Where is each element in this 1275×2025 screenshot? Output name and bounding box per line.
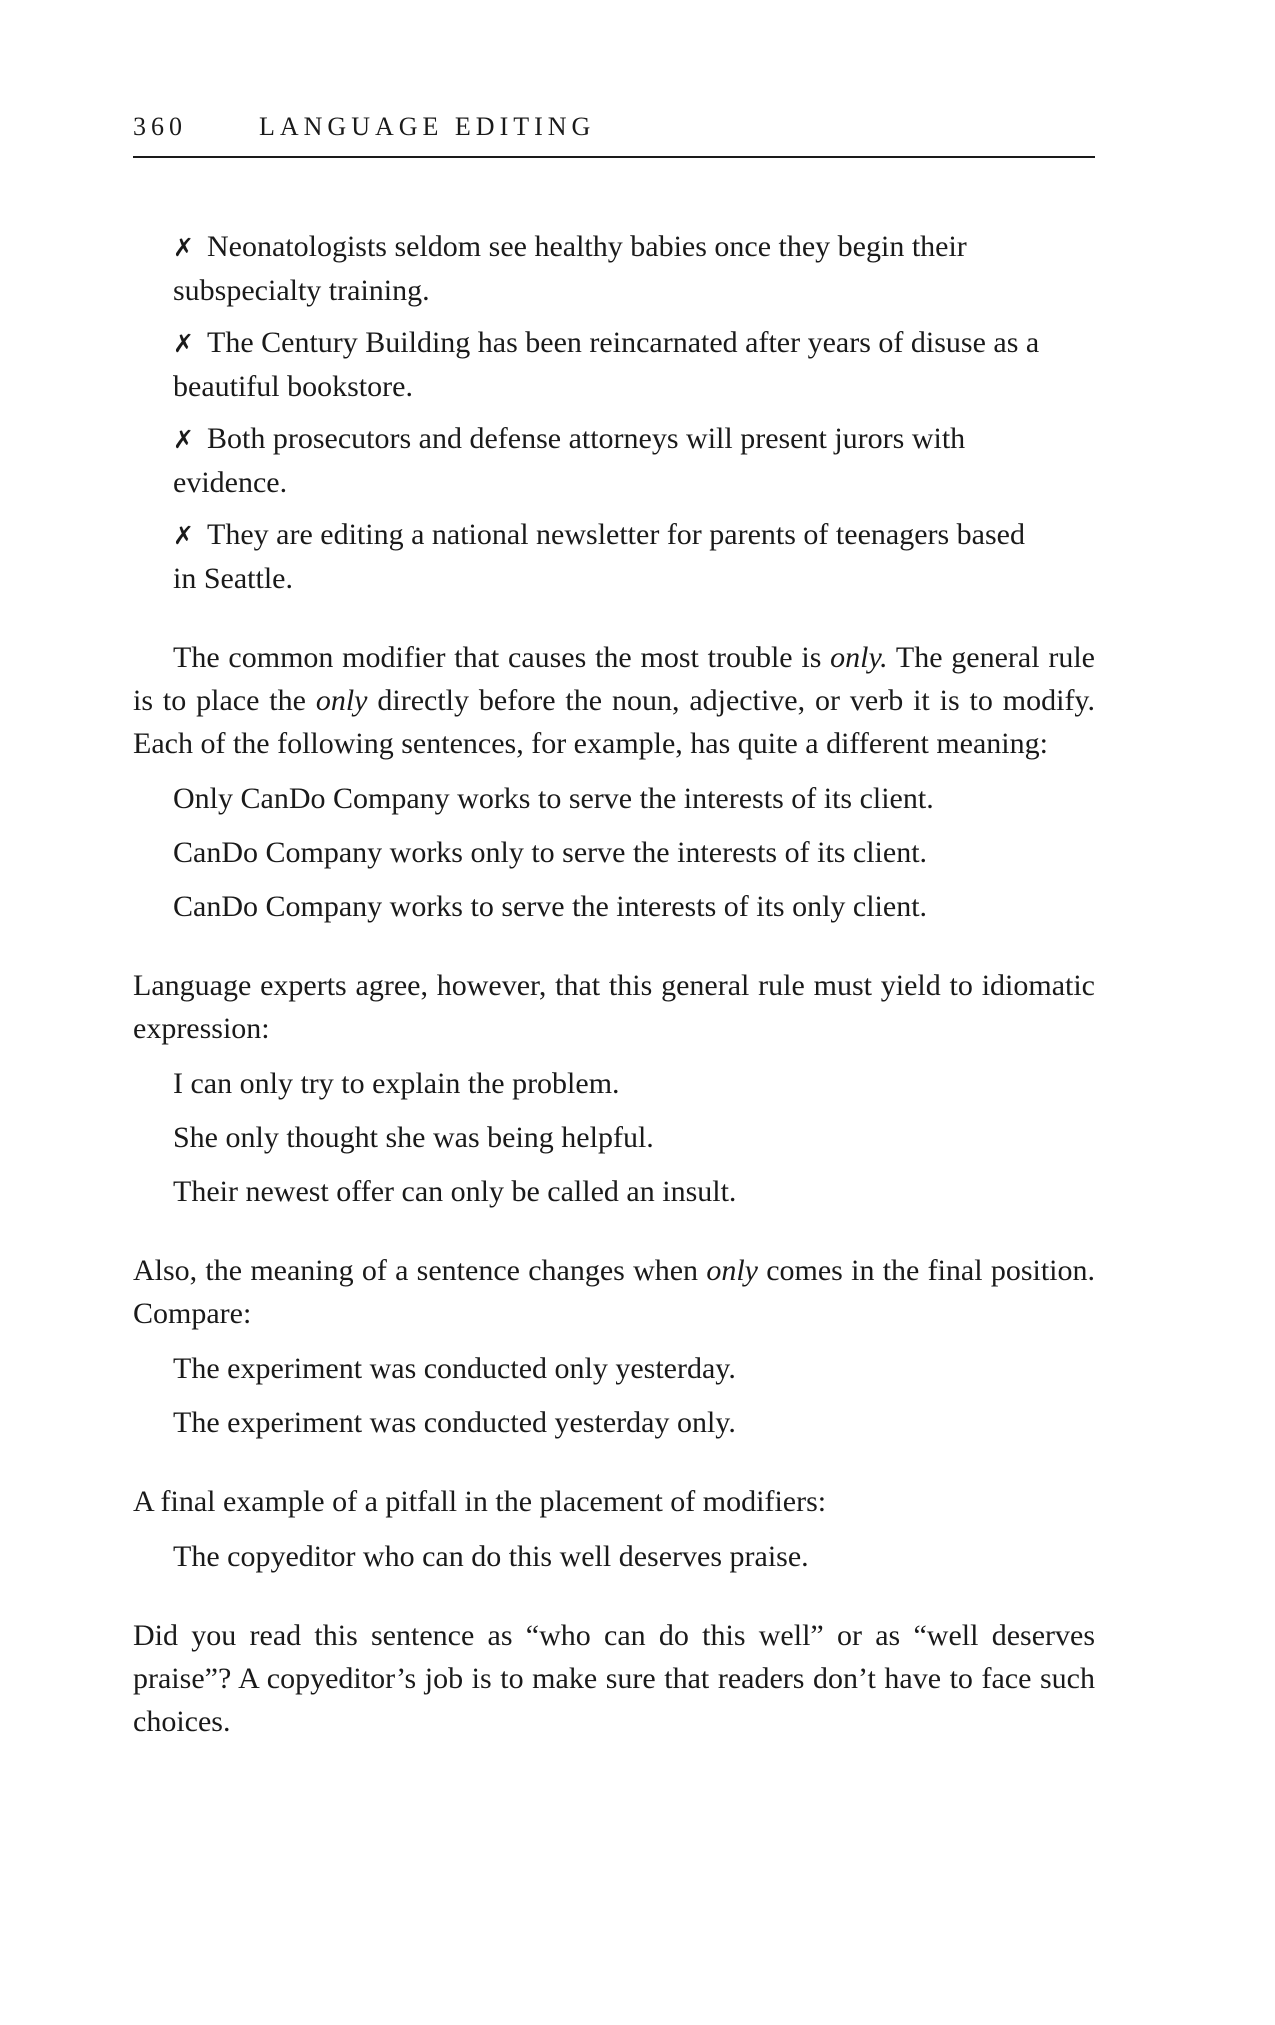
pitfall-example: [173, 1535, 1095, 1578]
emphasis-only: only: [706, 1254, 758, 1287]
example-sentence: CanDo Company works to serve the interests of its only client.: [173, 890, 928, 923]
incorrect-example: [173, 321, 1053, 408]
page-number: 360: [133, 112, 187, 141]
paragraph-final-position: Also, the meaning of a sentence changes when only comes in the final position. Compare:: [133, 1254, 1095, 1330]
incorrect-example: [173, 513, 1053, 600]
running-head: [133, 112, 1095, 158]
example-sentence: Their newest offer can only be called an insult.: [173, 1175, 737, 1208]
emphasis-only: only: [315, 684, 368, 717]
final-position-examples: [173, 1347, 1095, 1444]
example-sentence: The experiment was conducted only yesterday.: [173, 1352, 736, 1385]
example-sentence: I can only try to explain the problem.: [173, 1067, 620, 1100]
example-sentence: CanDo Company works only to serve the interests of its client.: [173, 836, 928, 869]
incorrect-example: [173, 225, 1053, 312]
incorrect-example-text: They are editing a national newsletter for parents of teenagers based in Seattle.: [173, 518, 1025, 595]
incorrect-examples-list: [173, 225, 1053, 600]
incorrect-example-text: Neonatologists seldom see healthy babies once they begin their subspecialty training.: [173, 230, 967, 307]
x-mark-icon: ✗: [173, 329, 194, 358]
incorrect-example: [173, 417, 1053, 504]
emphasis-only: only.: [830, 641, 888, 674]
idiomatic-examples: [173, 1062, 1095, 1213]
example-sentence: Only CanDo Company works to serve the interests of its client.: [173, 782, 934, 815]
only-placement-examples: [173, 777, 1095, 928]
paragraph-idiomatic: Language experts agree, however, that this general rule must yield to idiomatic expression:: [133, 969, 1095, 1045]
incorrect-example-text: The Century Building has been reincarnated after years of disuse as a beautiful bookstore.: [173, 326, 1040, 403]
incorrect-example-text: Both prosecutors and defense attorneys will present jurors with evidence.: [173, 422, 966, 499]
x-mark-icon: ✗: [173, 233, 194, 262]
paragraph-only-rule: The common modifier that causes the most trouble is only. The general rule is to place the only directly before the noun, adjective, or verb it is to modify. Each of the following sentences, for example, has quite a different meaning:: [133, 641, 1095, 760]
paragraph-conclusion: Did you read this sentence as “who can do this well” or as “well deserves praise”? A copyeditor’s job is to make sure that readers don’t have to face such choices.: [133, 1619, 1095, 1738]
example-sentence: She only thought she was being helpful.: [173, 1121, 654, 1154]
x-mark-icon: ✗: [173, 425, 194, 454]
example-sentence: The experiment was conducted yesterday only.: [173, 1406, 736, 1439]
example-sentence: The copyeditor who can do this well deserves praise.: [173, 1540, 809, 1573]
running-title: LANGUAGE EDITING: [259, 112, 596, 141]
x-mark-icon: ✗: [173, 521, 194, 550]
page-body: [133, 225, 1095, 1743]
paragraph-pitfall: A final example of a pitfall in the placement of modifiers:: [133, 1485, 827, 1518]
